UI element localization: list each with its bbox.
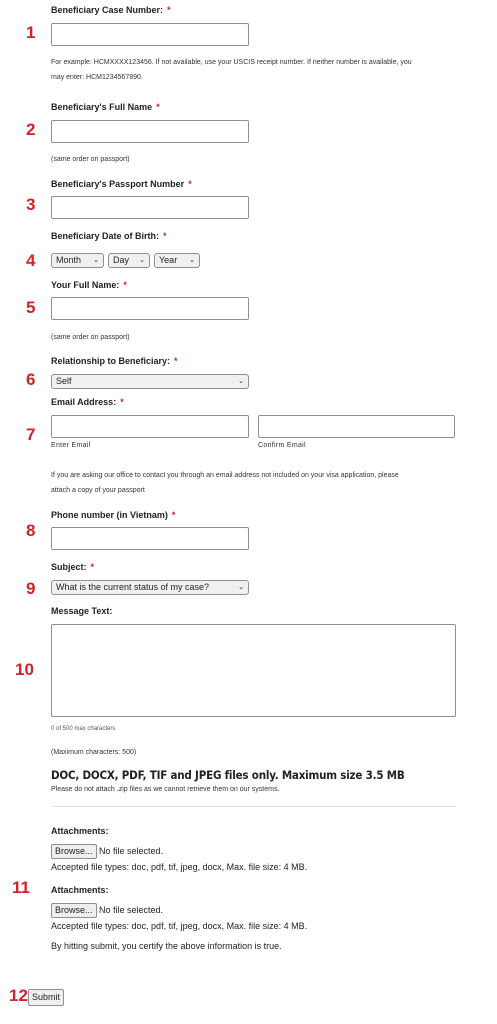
submit-button[interactable]: Submit — [28, 989, 64, 1006]
file-types-heading: DOC, DOCX, PDF, TIF and JPEG files only. Maximum size 3.5 MB — [51, 768, 405, 782]
your-name-help: (same order on passport) — [51, 334, 130, 341]
dob-day-select[interactable]: Day ⌄ — [108, 253, 150, 268]
confirm-email-label: Confirm Email — [258, 442, 306, 449]
required-marker: * — [90, 562, 95, 572]
step-number-8: 8 — [26, 521, 36, 540]
message-counter: 0 of 500 max characters — [51, 726, 116, 732]
accepted-file-types: Accepted file types: doc, pdf, tif, jpeg, docx, Max. file size: 4 MB. — [51, 921, 308, 931]
required-marker: * — [123, 280, 127, 290]
confirm-email-input[interactable] — [258, 415, 455, 438]
accepted-file-types: Accepted file types: doc, pdf, tif, jpeg, docx, Max. file size: 4 MB. — [51, 862, 308, 872]
chevron-down-icon: ⌄ — [238, 378, 244, 385]
phone-label: Phone number (in Vietnam) * — [51, 510, 176, 520]
browse-button[interactable]: Browse... — [51, 903, 97, 918]
full-name-label: Beneficiary's Full Name * — [51, 102, 160, 112]
required-marker: * — [156, 102, 160, 112]
step-number-5: 5 — [26, 298, 36, 317]
required-marker: * — [174, 356, 178, 366]
relationship-label: Relationship to Beneficiary: * — [51, 356, 178, 366]
chevron-down-icon: ⌄ — [189, 257, 195, 264]
chevron-down-icon: ⌄ — [93, 257, 99, 264]
attachment-label: Attachments: — [51, 826, 109, 836]
full-name-help: (same order on passport) — [51, 156, 130, 163]
email-label: Email Address: * — [51, 397, 124, 407]
subject-label: Subject: * — [51, 562, 95, 572]
step-number-3: 3 — [26, 195, 36, 214]
required-marker: * — [171, 510, 176, 520]
email-help: If you are asking our office to contact you through an email address not included on your visa application, please attach a copy of your passport — [51, 472, 399, 494]
case-number-input[interactable] — [51, 23, 249, 46]
email-input[interactable] — [51, 415, 249, 438]
passport-input[interactable] — [51, 196, 249, 219]
file-types-note: Please do not attach .zip files as we cannot retrieve them on our systems. — [51, 786, 280, 793]
step-number-9: 9 — [26, 579, 36, 598]
step-number-10: 10 — [15, 660, 34, 679]
full-name-input[interactable] — [51, 120, 249, 143]
file-status: No file selected. — [99, 846, 164, 856]
section-divider — [51, 806, 456, 807]
relationship-select[interactable]: Self ⌄ — [51, 374, 249, 389]
your-name-label: Your Full Name: * — [51, 280, 127, 290]
passport-label: Beneficiary's Passport Number * — [51, 179, 192, 189]
step-number-2: 2 — [26, 120, 36, 139]
step-number-7: 7 — [26, 425, 36, 444]
chevron-down-icon: ⌄ — [139, 257, 145, 264]
dob-label: Beneficiary Date of Birth: * — [51, 231, 167, 241]
browse-button[interactable]: Browse... — [51, 844, 97, 859]
certify-text: By hitting submit, you certify the above information is true. — [51, 941, 282, 951]
step-number-11: 11 — [12, 878, 30, 897]
message-label: Message Text: — [51, 606, 113, 616]
case-number-label: Beneficiary Case Number: * — [51, 5, 171, 15]
phone-input[interactable] — [51, 527, 249, 550]
step-number-12: 12 — [9, 986, 28, 1005]
required-marker: * — [188, 179, 192, 189]
chevron-down-icon: ⌄ — [238, 584, 244, 591]
required-marker: * — [163, 231, 167, 241]
dob-year-select[interactable]: Year ⌄ — [154, 253, 200, 268]
dob-month-select[interactable]: Month ⌄ — [51, 253, 104, 268]
subject-select[interactable]: What is the current status of my case? ⌄ — [51, 580, 249, 595]
enter-email-label: Enter Email — [51, 442, 91, 449]
required-marker: * — [120, 397, 124, 407]
case-number-help: For example: HCMXXXX123456. If not available, use your USCIS receipt number. If neither number is available, you may enter: HCM1234567890. — [51, 59, 412, 81]
step-number-6: 6 — [26, 370, 36, 389]
file-status: No file selected. — [99, 905, 164, 915]
step-number-1: 1 — [26, 23, 36, 42]
your-name-input[interactable] — [51, 297, 249, 320]
message-textarea[interactable] — [51, 624, 456, 717]
required-marker: * — [167, 5, 171, 15]
attachment-label: Attachments: — [51, 885, 109, 895]
message-max-note: (Maximum characters: 500) — [51, 749, 137, 756]
step-number-4: 4 — [26, 251, 36, 270]
